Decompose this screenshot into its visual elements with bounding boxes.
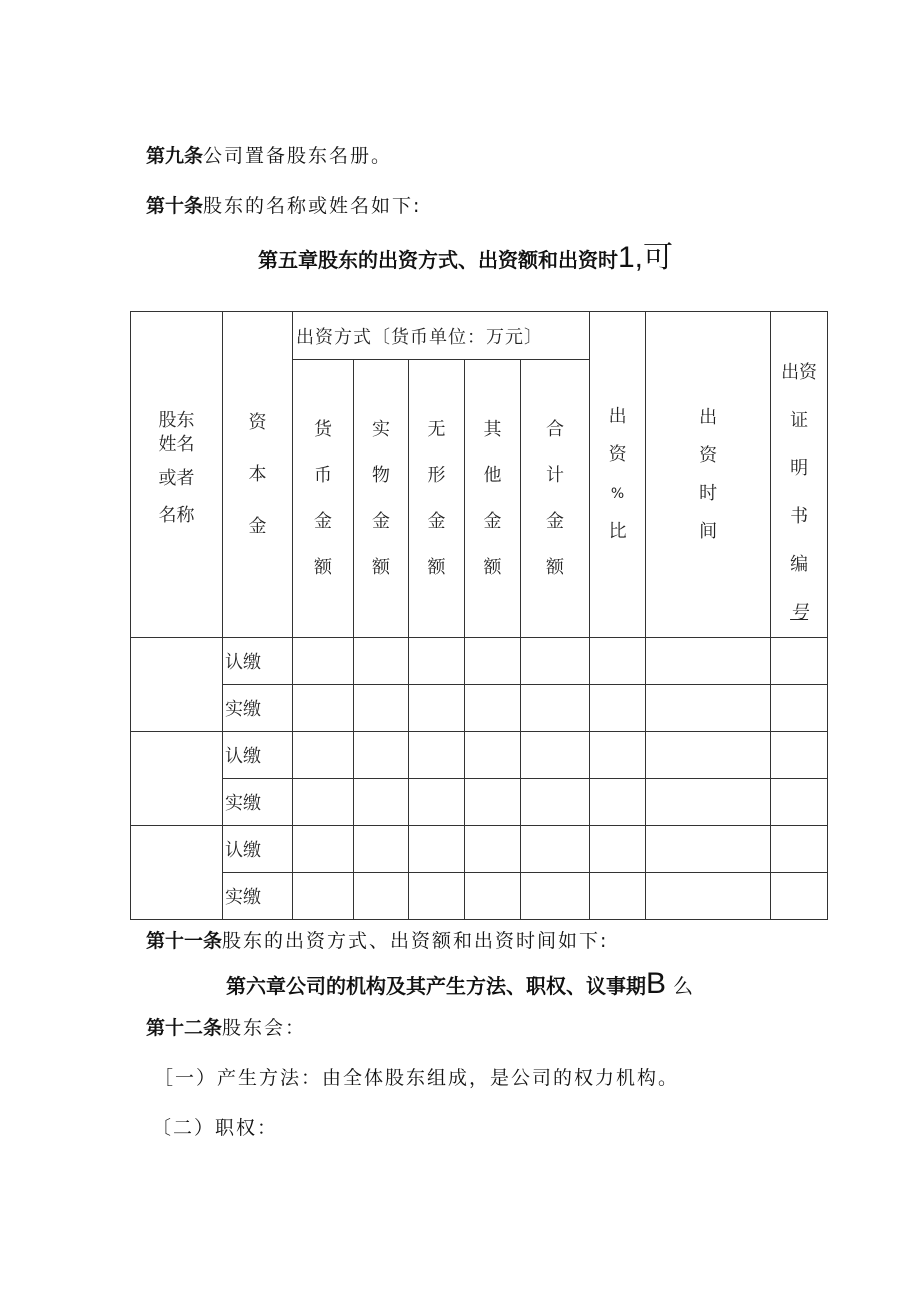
- header-contribution-method: 出资方式〔货币单位：万元〕: [293, 312, 590, 360]
- chapter-6-tail-2: 么: [672, 974, 693, 998]
- chapter-6-text: 第六章公司的机构及其产生方法、职权、议事期: [226, 974, 646, 998]
- header-contribution-time: 出 资 时 间: [646, 312, 771, 638]
- article-11-text: 股东的出资方式、出资额和出资时间如下:: [222, 930, 609, 952]
- article-9-text: 公司置备股东名册。: [203, 145, 393, 167]
- header-physical-amount: 实 物 金 额: [354, 360, 409, 638]
- paid-label: 实缴: [223, 873, 293, 920]
- shareholder-cell: [131, 826, 223, 920]
- item-1: [154, 1063, 679, 1090]
- subscribed-label: 认缴: [223, 732, 293, 779]
- shareholder-cell: [131, 638, 223, 732]
- article-12-text: 股东会：: [222, 1017, 307, 1039]
- table-row: [131, 685, 828, 732]
- table-row: [131, 873, 828, 920]
- table-row: [131, 779, 828, 826]
- header-currency-amount: 货 币 金 额: [293, 360, 354, 638]
- article-12-label: 第十二条: [146, 1017, 223, 1039]
- paid-label: 实缴: [223, 685, 293, 732]
- item-2: [152, 1113, 278, 1140]
- article-10-label: 第十条: [146, 195, 204, 217]
- article-11-label: 第十一条: [146, 930, 223, 952]
- chapter-5-text: 第五章股东的出资方式、出资额和出资时: [258, 248, 618, 272]
- header-shareholder-name: 股东 姓名 或者 名称: [131, 312, 223, 638]
- chapter-6-heading: [226, 967, 693, 1001]
- header-other-amount: 其 他 金 额: [465, 360, 521, 638]
- article-10: [146, 191, 421, 218]
- header-capital: 资 本 金: [223, 312, 293, 638]
- paid-label: 实缴: [223, 779, 293, 826]
- table-row: [131, 826, 828, 873]
- article-11: [146, 926, 608, 953]
- article-9: [146, 141, 392, 168]
- capital-contribution-table: [130, 311, 828, 920]
- chapter-5-heading: [258, 232, 673, 276]
- shareholder-cell: [131, 732, 223, 826]
- header-total-amount: 合 计 金 额: [521, 360, 590, 638]
- subscribed-label: 认缴: [223, 826, 293, 873]
- table-row: [131, 732, 828, 779]
- article-12: [146, 1013, 306, 1040]
- header-intangible-amount: 无 形 金 额: [409, 360, 465, 638]
- item-2-text: 〔二）职权：: [152, 1117, 279, 1139]
- article-9-label: 第九条: [146, 145, 204, 167]
- item-1-text: ［一）产生方法：由全体股东组成，是公司的权力机构。: [154, 1067, 680, 1089]
- table-row: [131, 638, 828, 685]
- chapter-6-tail: B: [646, 967, 667, 1000]
- header-certificate-number: 出资 证 明 书 编 号: [771, 312, 828, 638]
- header-contribution-ratio: 出 资 % 比: [590, 312, 646, 638]
- subscribed-label: 认缴: [223, 638, 293, 685]
- article-10-text: 股东的名称或姓名如下:: [203, 195, 422, 217]
- chapter-5-tail: 1,可: [618, 241, 674, 274]
